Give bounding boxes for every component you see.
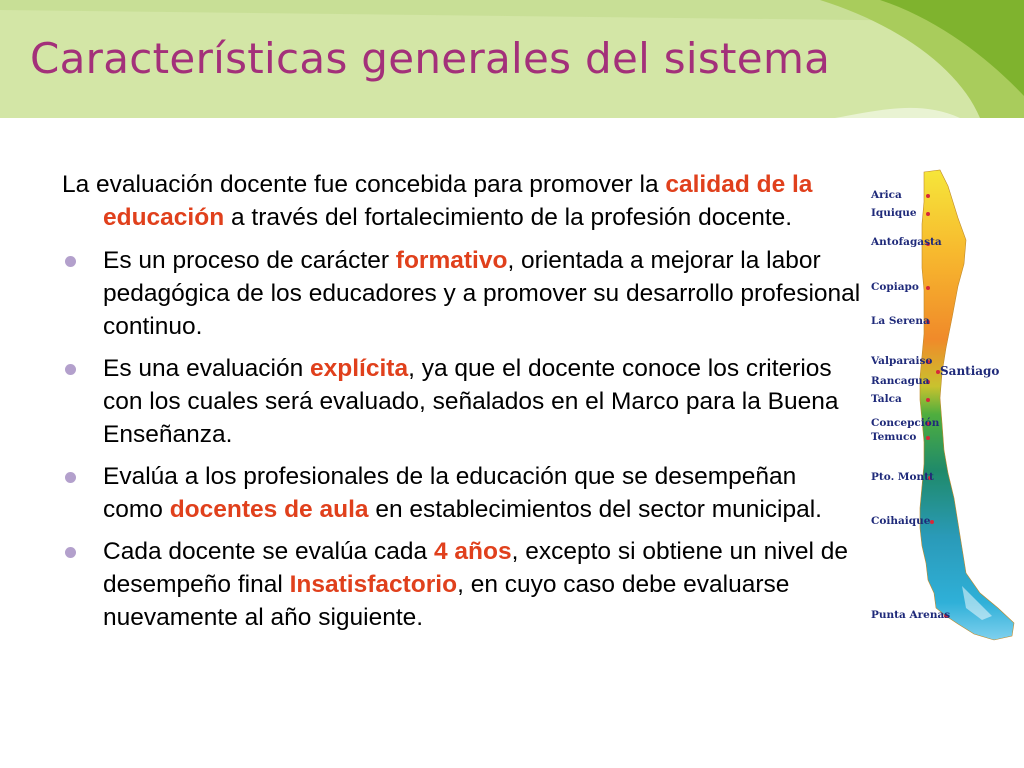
bullet-highlight: docentes de aula	[169, 496, 369, 523]
bullet-item	[62, 352, 862, 451]
map-label-punta-arenas: Punta Arenas	[871, 609, 951, 621]
bullet-text: Es un proceso de carácter	[103, 247, 396, 274]
bullet-dot-icon	[65, 256, 76, 267]
map-label-arica: Arica	[871, 189, 902, 201]
bullet-text: , excepto si obtiene un nivel de desempeño final	[103, 538, 849, 598]
bullet-list	[62, 244, 862, 634]
map-label-antofagasta: Antofagasta	[871, 236, 942, 248]
bullet-item	[62, 460, 862, 526]
map-label-la-serena: La Serena	[871, 315, 930, 327]
lead-text-1: La evaluación docente fue concebida para promover la	[62, 171, 666, 198]
lead-paragraph	[62, 168, 862, 234]
lead-text-2: a través del fortalecimiento de la profesión docente.	[224, 204, 793, 231]
bullet-text: Cada docente se evalúa cada	[103, 538, 434, 565]
bullet-text: , en cuyo caso debe evaluarse nuevamente al año siguiente.	[103, 571, 790, 631]
bullet-item	[62, 535, 862, 634]
bullet-text: , ya que el docente conoce los criterios con los cuales será evaluado, señalados en el Marco para la Buena Enseñanza.	[103, 355, 839, 448]
bullet-dot-icon	[65, 364, 76, 375]
map-label-talca: Talca	[871, 393, 902, 405]
map-label-valparaiso: Valparaiso	[871, 355, 933, 367]
map-label-coihaique: Coihaique	[871, 515, 931, 527]
bullet-text: Evalúa a los profesionales de la educación que se desempeñan como	[103, 463, 797, 523]
bullet-dot-icon	[65, 472, 76, 483]
map-label-copiapo: Copiapo	[871, 281, 919, 293]
map-label-santiago: Santiago	[940, 364, 1000, 378]
bullet-text: , orientada a mejorar la labor pedagógica de los educadores y a promover su desarrollo profesional continuo.	[103, 247, 861, 340]
bullet-dot-icon	[65, 547, 76, 558]
chile-map-graphic	[862, 168, 1024, 653]
slide-title: Características generales del sistema	[30, 34, 831, 83]
bullet-item	[62, 244, 862, 343]
lead-highlight: calidad de la educación	[103, 171, 813, 231]
bullet-text: Es una evaluación	[103, 355, 311, 382]
slide-body	[62, 168, 862, 643]
bullet-highlight: Insatisfactorio	[289, 571, 458, 598]
map-label-concepcion: Concepción	[871, 417, 940, 429]
bullet-highlight: 4 años	[434, 538, 512, 565]
chile-map	[862, 168, 1024, 653]
map-label-temuco: Temuco	[871, 431, 917, 443]
bullet-highlight: explícita	[310, 355, 409, 382]
map-label-rancagua: Rancagua	[871, 375, 930, 387]
bullet-text: en establecimientos del sector municipal.	[368, 496, 822, 523]
map-label-pto-montt: Pto. Montt	[871, 471, 934, 483]
title-banner	[0, 0, 1024, 118]
map-label-iquique: Iquique	[871, 207, 917, 219]
bullet-highlight: formativo	[395, 247, 508, 274]
